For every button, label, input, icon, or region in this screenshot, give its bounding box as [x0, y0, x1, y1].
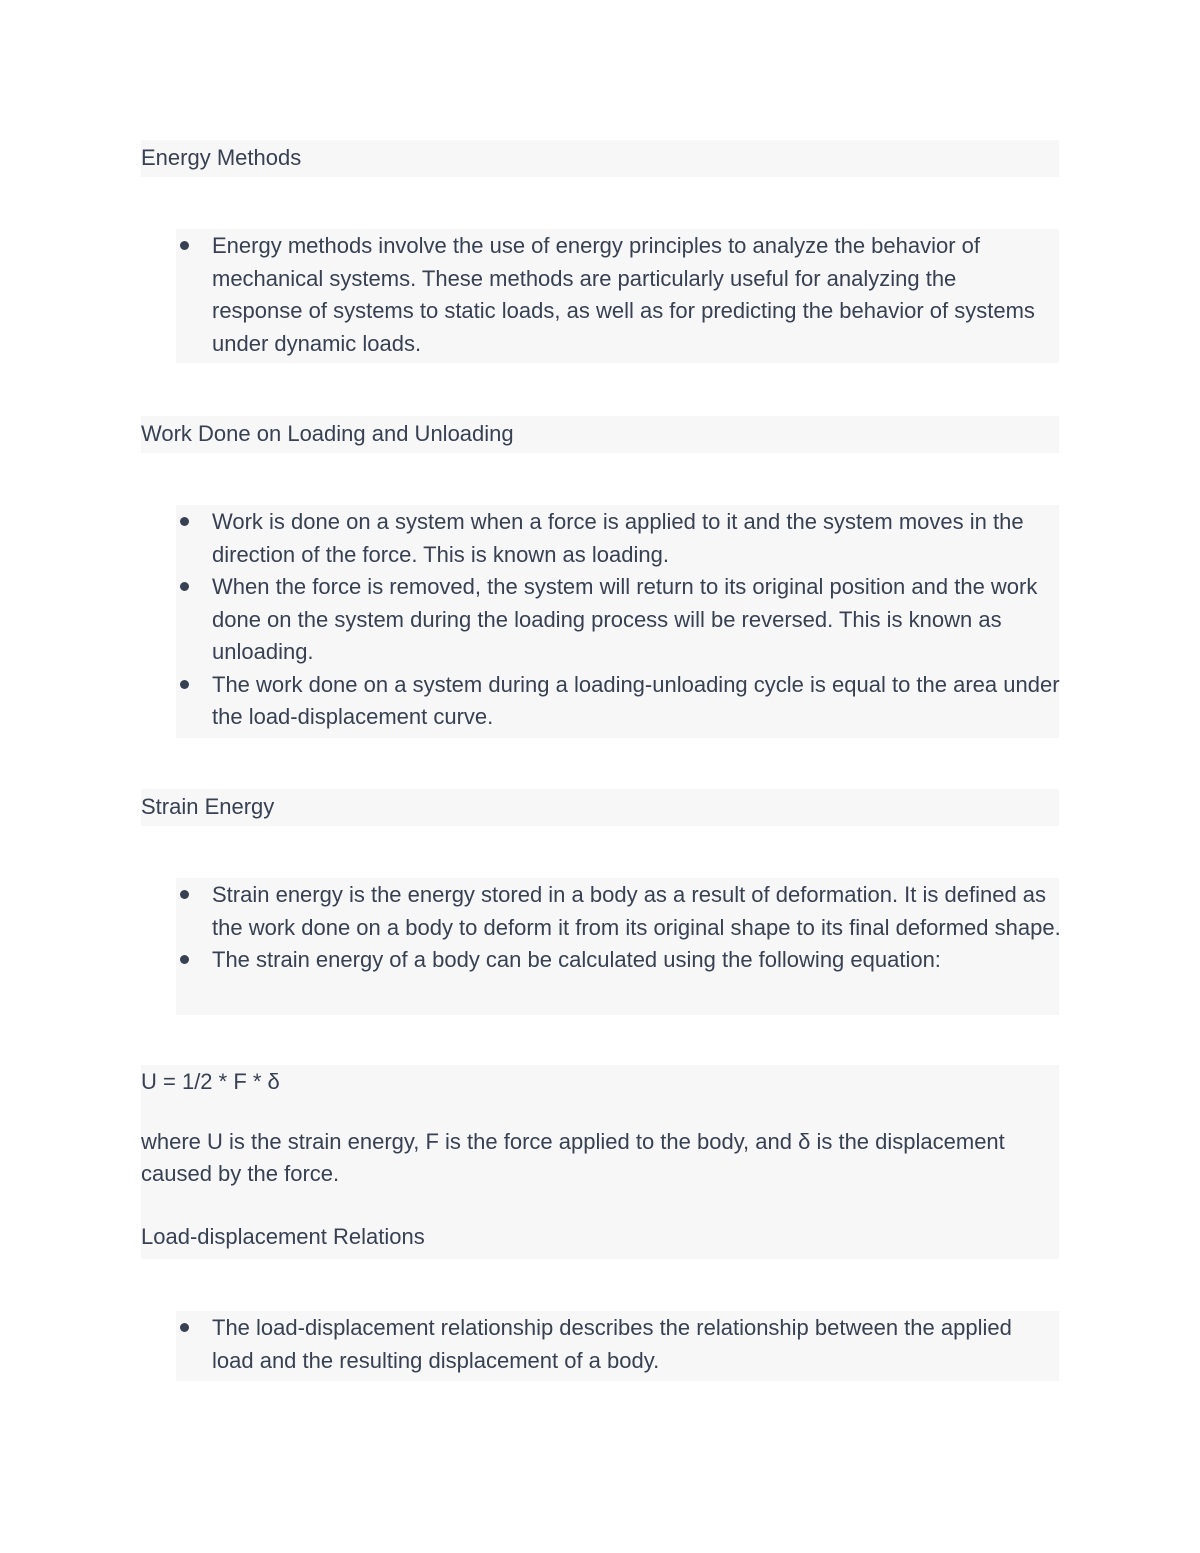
list-item-text: Work is done on a system when a force is applied to it and the system moves in the direction of the force. This is known as loading.	[212, 509, 1024, 567]
bullet-icon	[180, 955, 189, 964]
bullet-icon	[180, 890, 189, 899]
list-item	[176, 669, 1062, 734]
list-item	[176, 571, 1052, 669]
list-item-text: Strain energy is the energy stored in a body as a result of deformation. It is defined as the work done on a body to deform it from its original shape to its final deformed shape.	[212, 882, 1061, 940]
bullet-icon	[180, 1323, 189, 1332]
equation-explanation: where U is the strain energy, F is the force applied to the body, and δ is the displacement caused by the force.	[141, 1128, 1005, 1186]
list-item-text: The work done on a system during a loading-unloading cycle is equal to the area under the load-displacement curve.	[212, 671, 1060, 729]
list-item-text: The load-displacement relationship describes the relationship between the applied load and the resulting displacement of a body.	[212, 1315, 1012, 1373]
bullet-list-load-displacement	[176, 1311, 1059, 1381]
bullet-icon	[180, 517, 189, 526]
list-item	[176, 944, 1072, 977]
equation-block	[141, 1065, 1059, 1259]
section-heading-energy-methods: Energy Methods	[141, 140, 1059, 177]
bullet-list-strain-energy	[176, 878, 1059, 1015]
list-item	[176, 1312, 1012, 1377]
list-item	[176, 879, 1072, 944]
bullet-icon	[180, 241, 189, 250]
section-heading-load-displacement: Load-displacement Relations	[141, 1223, 425, 1249]
list-item-text: The strain energy of a body can be calculated using the following equation:	[212, 947, 941, 972]
section-heading-work-done: Work Done on Loading and Unloading	[141, 416, 1059, 453]
list-item	[176, 506, 1052, 571]
bullet-icon	[180, 582, 189, 591]
list-item-text: When the force is removed, the system will return to its original position and the work done on the system during the loading process will be reversed. This is known as unloading.	[212, 574, 1038, 664]
list-item	[176, 230, 1052, 360]
bullet-icon	[180, 680, 189, 689]
bullet-list-work-done	[176, 505, 1059, 738]
list-item-text: Energy methods involve the use of energy principles to analyze the behavior of mechanical systems. These methods are particularly useful for analyzing the response of systems to static loads, as well as for predicting the behavior of systems under dynamic loads.	[212, 233, 1035, 356]
strain-energy-equation: U = 1/2 * F * δ	[141, 1069, 280, 1094]
section-heading-strain-energy: Strain Energy	[141, 789, 1059, 826]
bullet-list-energy-methods	[176, 229, 1059, 363]
